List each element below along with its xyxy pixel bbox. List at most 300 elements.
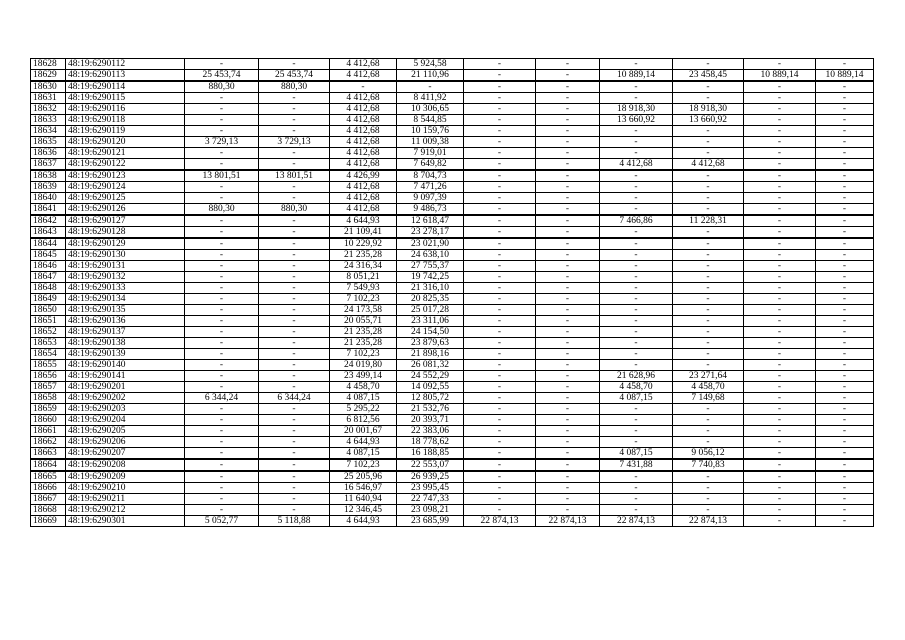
- value-cell: -: [816, 283, 874, 294]
- value-cell: -: [744, 81, 816, 93]
- value-cell: -: [185, 349, 259, 360]
- value-cell: -: [259, 415, 330, 426]
- value-cell: -: [673, 505, 744, 516]
- cadastral-number-cell: 48:19:6290131: [66, 261, 185, 272]
- value-cell: -: [744, 115, 816, 126]
- value-cell: -: [185, 404, 259, 415]
- value-cell: -: [259, 283, 330, 294]
- value-cell: -: [536, 437, 600, 448]
- value-cell: 3 729,13: [259, 137, 330, 148]
- value-cell: 18 918,30: [673, 104, 744, 115]
- value-cell: -: [816, 115, 874, 126]
- value-cell: -: [816, 305, 874, 316]
- value-cell: 24 552,29: [397, 371, 464, 382]
- value-cell: -: [464, 93, 536, 104]
- value-cell: -: [816, 81, 874, 93]
- value-cell: 12 805,72: [397, 393, 464, 404]
- table-row: [31, 159, 874, 171]
- table-row: [31, 227, 874, 239]
- value-cell: 4 412,68: [330, 193, 397, 204]
- value-cell: 11 009,38: [397, 137, 464, 148]
- cadastral-number-cell: 48:19:6290118: [66, 115, 185, 126]
- value-cell: -: [464, 382, 536, 393]
- value-cell: -: [600, 170, 673, 182]
- value-cell: -: [259, 338, 330, 349]
- value-cell: -: [464, 494, 536, 505]
- value-cell: -: [673, 294, 744, 305]
- value-cell: -: [536, 261, 600, 272]
- cadastral-number-cell: 48:19:6290114: [66, 81, 185, 93]
- row-number-cell: 18662: [31, 437, 66, 448]
- row-number-cell: 18637: [31, 159, 66, 171]
- value-cell: -: [464, 59, 536, 70]
- value-cell: -: [185, 459, 259, 471]
- value-cell: 12 618,47: [397, 215, 464, 227]
- cadastral-number-cell: 48:19:6290136: [66, 316, 185, 327]
- value-cell: -: [816, 382, 874, 393]
- table-row: [31, 448, 874, 460]
- row-number-cell: 18669: [31, 516, 66, 527]
- value-cell: -: [536, 426, 600, 437]
- value-cell: -: [185, 338, 259, 349]
- value-cell: -: [744, 404, 816, 415]
- value-cell: -: [600, 404, 673, 415]
- value-cell: -: [744, 126, 816, 137]
- value-cell: -: [464, 261, 536, 272]
- row-number-cell: 18666: [31, 483, 66, 494]
- value-cell: -: [464, 250, 536, 261]
- row-number-cell: 18656: [31, 371, 66, 382]
- value-cell: -: [816, 459, 874, 471]
- value-cell: -: [816, 126, 874, 137]
- cadastral-number-cell: 48:19:6290206: [66, 437, 185, 448]
- value-cell: 23 021,90: [397, 238, 464, 250]
- value-cell: 24 638,10: [397, 250, 464, 261]
- value-cell: -: [536, 215, 600, 227]
- row-number-cell: 18641: [31, 204, 66, 216]
- value-cell: -: [816, 338, 874, 349]
- value-cell: 5 052,77: [185, 516, 259, 527]
- value-cell: -: [185, 382, 259, 393]
- row-number-cell: 18632: [31, 104, 66, 115]
- data-table: [30, 58, 874, 527]
- value-cell: -: [600, 494, 673, 505]
- value-cell: -: [185, 415, 259, 426]
- value-cell: -: [600, 360, 673, 371]
- value-cell: 22 383,06: [397, 426, 464, 437]
- row-number-cell: 18631: [31, 93, 66, 104]
- value-cell: -: [464, 126, 536, 137]
- value-cell: -: [185, 294, 259, 305]
- value-cell: -: [185, 494, 259, 505]
- value-cell: -: [259, 471, 330, 483]
- value-cell: -: [816, 494, 874, 505]
- row-number-cell: 18653: [31, 338, 66, 349]
- value-cell: -: [536, 327, 600, 338]
- value-cell: -: [816, 59, 874, 70]
- value-cell: -: [464, 115, 536, 126]
- value-cell: 24 173,58: [330, 305, 397, 316]
- value-cell: 14 092,55: [397, 382, 464, 393]
- value-cell: -: [259, 349, 330, 360]
- value-cell: -: [464, 305, 536, 316]
- value-cell: -: [464, 437, 536, 448]
- row-number-cell: 18651: [31, 316, 66, 327]
- value-cell: -: [185, 505, 259, 516]
- value-cell: 21 316,10: [397, 283, 464, 294]
- value-cell: -: [673, 261, 744, 272]
- value-cell: -: [259, 305, 330, 316]
- value-cell: 9 097,39: [397, 193, 464, 204]
- cadastral-number-cell: 48:19:6290124: [66, 182, 185, 193]
- table-row: [31, 360, 874, 371]
- cadastral-number-cell: 48:19:6290205: [66, 426, 185, 437]
- value-cell: -: [744, 415, 816, 426]
- value-cell: -: [673, 170, 744, 182]
- value-cell: -: [464, 148, 536, 159]
- table-row: [31, 148, 874, 159]
- value-cell: -: [536, 448, 600, 460]
- value-cell: 9 486,73: [397, 204, 464, 216]
- value-cell: 18 918,30: [600, 104, 673, 115]
- value-cell: -: [744, 437, 816, 448]
- value-cell: -: [259, 227, 330, 239]
- value-cell: -: [816, 227, 874, 239]
- value-cell: -: [673, 494, 744, 505]
- value-cell: -: [600, 294, 673, 305]
- table-row: [31, 494, 874, 505]
- row-number-cell: 18668: [31, 505, 66, 516]
- value-cell: -: [464, 272, 536, 283]
- row-number-cell: 18645: [31, 250, 66, 261]
- value-cell: 18 778,62: [397, 437, 464, 448]
- value-cell: 4 412,68: [330, 126, 397, 137]
- value-cell: -: [536, 126, 600, 137]
- value-cell: -: [600, 204, 673, 216]
- value-cell: 4 426,99: [330, 170, 397, 182]
- value-cell: -: [536, 471, 600, 483]
- value-cell: -: [744, 261, 816, 272]
- value-cell: -: [185, 193, 259, 204]
- row-number-cell: 18644: [31, 238, 66, 250]
- value-cell: 23 499,14: [330, 371, 397, 382]
- value-cell: -: [744, 516, 816, 527]
- cadastral-number-cell: 48:19:6290141: [66, 371, 185, 382]
- value-cell: -: [600, 193, 673, 204]
- value-cell: -: [673, 81, 744, 93]
- value-cell: -: [536, 115, 600, 126]
- value-cell: -: [464, 170, 536, 182]
- row-number-cell: 18638: [31, 170, 66, 182]
- row-number-cell: 18654: [31, 349, 66, 360]
- value-cell: -: [259, 148, 330, 159]
- value-cell: 23 098,21: [397, 505, 464, 516]
- table-row: [31, 505, 874, 516]
- value-cell: 24 154,50: [397, 327, 464, 338]
- value-cell: 7 431,88: [600, 459, 673, 471]
- value-cell: -: [259, 104, 330, 115]
- value-cell: -: [673, 193, 744, 204]
- table-row: [31, 316, 874, 327]
- value-cell: 26 081,32: [397, 360, 464, 371]
- value-cell: 6 344,24: [185, 393, 259, 404]
- table-row: [31, 305, 874, 316]
- value-cell: -: [816, 404, 874, 415]
- value-cell: -: [600, 126, 673, 137]
- value-cell: -: [536, 272, 600, 283]
- value-cell: -: [744, 59, 816, 70]
- value-cell: 24 019,80: [330, 360, 397, 371]
- value-cell: 3 729,13: [185, 137, 259, 148]
- value-cell: -: [185, 115, 259, 126]
- value-cell: -: [600, 483, 673, 494]
- value-cell: -: [600, 426, 673, 437]
- value-cell: 21 628,96: [600, 371, 673, 382]
- value-cell: -: [744, 283, 816, 294]
- row-number-cell: 18655: [31, 360, 66, 371]
- value-cell: -: [744, 505, 816, 516]
- value-cell: -: [816, 437, 874, 448]
- value-cell: -: [259, 182, 330, 193]
- row-number-cell: 18630: [31, 81, 66, 93]
- cadastral-number-cell: 48:19:6290139: [66, 349, 185, 360]
- value-cell: -: [259, 115, 330, 126]
- cadastral-number-cell: 48:19:6290112: [66, 59, 185, 70]
- value-cell: -: [464, 393, 536, 404]
- value-cell: -: [744, 182, 816, 193]
- value-cell: -: [536, 204, 600, 216]
- value-cell: -: [259, 294, 330, 305]
- value-cell: 22 747,33: [397, 494, 464, 505]
- value-cell: -: [600, 272, 673, 283]
- value-cell: 8 411,92: [397, 93, 464, 104]
- value-cell: 4 412,68: [330, 70, 397, 82]
- value-cell: 10 306,65: [397, 104, 464, 115]
- value-cell: -: [744, 393, 816, 404]
- value-cell: -: [536, 505, 600, 516]
- value-cell: 22 874,13: [600, 516, 673, 527]
- value-cell: -: [259, 505, 330, 516]
- value-cell: -: [464, 238, 536, 250]
- value-cell: -: [536, 193, 600, 204]
- table-row: [31, 261, 874, 272]
- cadastral-number-cell: 48:19:6290127: [66, 215, 185, 227]
- value-cell: -: [744, 371, 816, 382]
- value-cell: 22 874,13: [464, 516, 536, 527]
- cadastral-number-cell: 48:19:6290132: [66, 272, 185, 283]
- value-cell: -: [673, 148, 744, 159]
- table-row: [31, 272, 874, 283]
- value-cell: -: [744, 204, 816, 216]
- value-cell: -: [744, 316, 816, 327]
- cadastral-number-cell: 48:19:6290202: [66, 393, 185, 404]
- value-cell: 22 553,07: [397, 459, 464, 471]
- value-cell: -: [536, 81, 600, 93]
- value-cell: -: [744, 426, 816, 437]
- value-cell: -: [673, 349, 744, 360]
- value-cell: -: [816, 204, 874, 216]
- value-cell: 7 149,68: [673, 393, 744, 404]
- value-cell: 21 532,76: [397, 404, 464, 415]
- value-cell: -: [600, 437, 673, 448]
- value-cell: -: [536, 415, 600, 426]
- value-cell: -: [185, 371, 259, 382]
- value-cell: -: [464, 316, 536, 327]
- value-cell: 23 271,64: [673, 371, 744, 382]
- value-cell: -: [536, 170, 600, 182]
- value-cell: 4 087,15: [330, 393, 397, 404]
- value-cell: -: [464, 215, 536, 227]
- value-cell: -: [536, 238, 600, 250]
- value-cell: -: [673, 272, 744, 283]
- value-cell: -: [673, 415, 744, 426]
- value-cell: -: [464, 338, 536, 349]
- value-cell: -: [464, 327, 536, 338]
- value-cell: -: [536, 182, 600, 193]
- value-cell: -: [744, 193, 816, 204]
- row-number-cell: 18647: [31, 272, 66, 283]
- value-cell: -: [536, 404, 600, 415]
- value-cell: -: [744, 494, 816, 505]
- value-cell: -: [600, 137, 673, 148]
- value-cell: -: [816, 448, 874, 460]
- value-cell: 13 801,51: [185, 170, 259, 182]
- value-cell: -: [744, 382, 816, 393]
- value-cell: 6 344,24: [259, 393, 330, 404]
- value-cell: 9 056,12: [673, 448, 744, 460]
- value-cell: -: [185, 227, 259, 239]
- value-cell: -: [536, 494, 600, 505]
- value-cell: -: [673, 426, 744, 437]
- table-row: [31, 193, 874, 204]
- value-cell: 880,30: [259, 204, 330, 216]
- cadastral-number-cell: 48:19:6290113: [66, 70, 185, 82]
- table-row: [31, 238, 874, 250]
- row-number-cell: 18635: [31, 137, 66, 148]
- value-cell: -: [600, 505, 673, 516]
- table-row: [31, 483, 874, 494]
- cadastral-number-cell: 48:19:6290212: [66, 505, 185, 516]
- value-cell: -: [816, 426, 874, 437]
- value-cell: -: [185, 93, 259, 104]
- value-cell: 7 740,83: [673, 459, 744, 471]
- value-cell: -: [464, 483, 536, 494]
- value-cell: -: [816, 159, 874, 171]
- value-cell: -: [673, 316, 744, 327]
- row-number-cell: 18648: [31, 283, 66, 294]
- value-cell: 4 412,68: [330, 204, 397, 216]
- value-cell: -: [259, 404, 330, 415]
- value-cell: 4 412,68: [330, 115, 397, 126]
- value-cell: -: [673, 227, 744, 239]
- cadastral-number-cell: 48:19:6290121: [66, 148, 185, 159]
- value-cell: -: [464, 204, 536, 216]
- value-cell: -: [464, 404, 536, 415]
- value-cell: 4 458,70: [600, 382, 673, 393]
- cadastral-number-cell: 48:19:6290211: [66, 494, 185, 505]
- value-cell: 21 235,28: [330, 327, 397, 338]
- value-cell: 11 228,31: [673, 215, 744, 227]
- value-cell: 20 825,35: [397, 294, 464, 305]
- value-cell: 21 109,41: [330, 227, 397, 239]
- value-cell: -: [600, 93, 673, 104]
- value-cell: -: [744, 238, 816, 250]
- value-cell: -: [600, 415, 673, 426]
- value-cell: -: [185, 448, 259, 460]
- table-row: [31, 215, 874, 227]
- cadastral-number-cell: 48:19:6290116: [66, 104, 185, 115]
- row-number-cell: 18664: [31, 459, 66, 471]
- value-cell: -: [185, 327, 259, 338]
- value-cell: 21 110,96: [397, 70, 464, 82]
- value-cell: -: [259, 261, 330, 272]
- value-cell: 7 549,93: [330, 283, 397, 294]
- value-cell: -: [259, 448, 330, 460]
- table-row: [31, 327, 874, 338]
- row-number-cell: 18657: [31, 382, 66, 393]
- value-cell: 21 898,16: [397, 349, 464, 360]
- table-row: [31, 404, 874, 415]
- value-cell: -: [464, 227, 536, 239]
- value-cell: -: [536, 294, 600, 305]
- value-cell: -: [744, 338, 816, 349]
- value-cell: -: [744, 349, 816, 360]
- value-cell: -: [464, 360, 536, 371]
- row-number-cell: 18642: [31, 215, 66, 227]
- value-cell: 4 412,68: [330, 159, 397, 171]
- value-cell: -: [464, 471, 536, 483]
- value-cell: 23 685,99: [397, 516, 464, 527]
- table-row: [31, 81, 874, 93]
- value-cell: -: [600, 338, 673, 349]
- value-cell: -: [744, 459, 816, 471]
- row-number-cell: 18636: [31, 148, 66, 159]
- value-cell: -: [464, 137, 536, 148]
- value-cell: -: [673, 204, 744, 216]
- row-number-cell: 18660: [31, 415, 66, 426]
- cadastral-number-cell: 48:19:6290301: [66, 516, 185, 527]
- value-cell: -: [816, 238, 874, 250]
- cadastral-number-cell: 48:19:6290123: [66, 170, 185, 182]
- value-cell: -: [259, 371, 330, 382]
- table-row: [31, 516, 874, 527]
- value-cell: -: [816, 294, 874, 305]
- cadastral-number-cell: 48:19:6290138: [66, 338, 185, 349]
- row-number-cell: 18665: [31, 471, 66, 483]
- value-cell: -: [185, 483, 259, 494]
- value-cell: -: [816, 471, 874, 483]
- value-cell: -: [536, 382, 600, 393]
- value-cell: 23 879,63: [397, 338, 464, 349]
- table-row: [31, 393, 874, 404]
- value-cell: -: [673, 305, 744, 316]
- value-cell: -: [673, 360, 744, 371]
- value-cell: -: [185, 126, 259, 137]
- value-cell: -: [259, 437, 330, 448]
- value-cell: 21 235,28: [330, 338, 397, 349]
- table-row: [31, 170, 874, 182]
- value-cell: -: [744, 327, 816, 338]
- value-cell: -: [536, 59, 600, 70]
- row-number-cell: 18640: [31, 193, 66, 204]
- value-cell: 11 640,94: [330, 494, 397, 505]
- value-cell: -: [744, 272, 816, 283]
- value-cell: 10 889,14: [816, 70, 874, 82]
- value-cell: -: [464, 283, 536, 294]
- value-cell: 26 939,25: [397, 471, 464, 483]
- value-cell: 21 235,28: [330, 250, 397, 261]
- value-cell: 7 919,01: [397, 148, 464, 159]
